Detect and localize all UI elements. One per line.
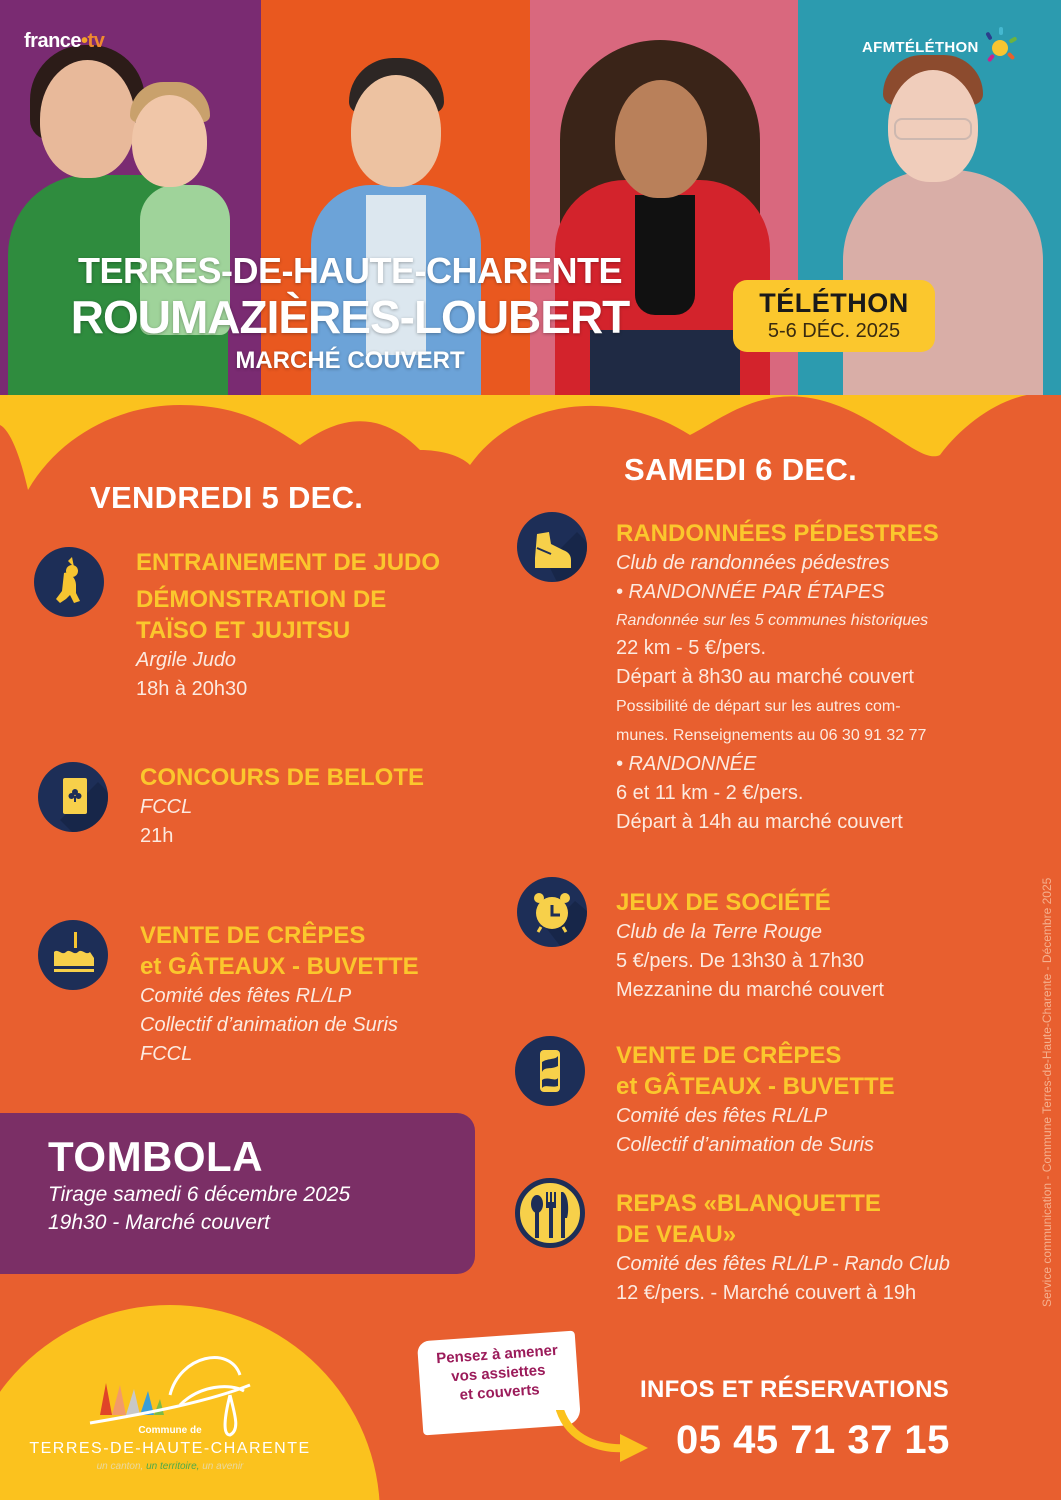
playing-card-icon — [38, 762, 108, 832]
hiking-boot-icon — [517, 512, 587, 582]
logo-suffix: tv — [87, 30, 105, 52]
cutlery-icon — [515, 1178, 585, 1248]
event-organizer: Collectif d’animation de Suris — [140, 1014, 398, 1036]
tombola-draw-time: 19h30 - Marché couvert — [48, 1211, 270, 1234]
event-title: TAÏSO ET JUJITSU — [136, 617, 351, 644]
event-title: CONCOURS DE BELOTE — [140, 764, 425, 791]
france-tv-logo — [24, 30, 104, 53]
telethon-date-badge — [733, 280, 935, 352]
hike-option-info: munes. Renseignements au 06 30 91 32 77 — [616, 727, 927, 744]
cake-icon — [38, 920, 108, 990]
event-title: VENTE DE CRÊPES — [616, 1042, 842, 1069]
event-detail: Mezzanine du marché couvert — [616, 979, 884, 1001]
drink-can-icon — [515, 1036, 585, 1106]
event-title: DÉMONSTRATION DE — [136, 586, 387, 613]
event-organizer: Club de randonnées pédestres — [616, 552, 890, 574]
event-organizer: FCCL — [140, 796, 193, 818]
logo-dot: • — [81, 30, 88, 52]
figure — [40, 60, 135, 178]
figure — [132, 95, 207, 187]
tombola-box — [0, 1113, 475, 1274]
hike-option-label: • RANDONNÉE PAR ÉTAPES — [616, 581, 885, 603]
tombola-draw-date: Tirage samedi 6 décembre 2025 — [48, 1183, 351, 1206]
note-line: Pensez à amener — [435, 1341, 559, 1368]
event-organizer: Argile Judo — [136, 649, 237, 671]
reservation-phone[interactable]: 05 45 71 37 15 — [676, 1418, 950, 1462]
event-organizer: FCCL — [140, 1043, 193, 1065]
commune-slogan — [0, 1461, 340, 1472]
friday-heading: VENDREDI 5 DEC. — [90, 480, 364, 515]
event-detail: 5 €/pers. De 13h30 à 17h30 — [616, 950, 864, 972]
figure — [351, 75, 441, 187]
hike-option-departure: Départ à 14h au marché couvert — [616, 811, 903, 833]
commune-name: TERRES-DE-HAUTE-CHARENTE — [29, 1440, 311, 1457]
hero-title-commune: TERRES-DE-HAUTE-CHARENTE — [78, 250, 622, 291]
logo-text: france — [24, 30, 82, 52]
note-line: et couverts — [459, 1381, 541, 1404]
hike-option-info: Possibilité de départ sur les autres com- — [616, 698, 901, 715]
badge-title: TÉLÉTHON — [759, 288, 909, 318]
judo-icon — [34, 547, 104, 617]
saturday-heading: SAMEDI 6 DEC. — [624, 452, 857, 487]
event-organizer: Club de la Terre Rouge — [616, 921, 823, 943]
hero-title-town: ROUMAZIÈRES-LOUBERT — [70, 291, 630, 343]
event-title: JEUX DE SOCIÉTÉ — [616, 889, 831, 916]
event-time: 18h à 20h30 — [136, 678, 248, 700]
logo-text: AFMTÉLÉTHON — [862, 38, 979, 56]
event-organizer: Collectif d’animation de Suris — [616, 1134, 874, 1156]
badge-dates: 5-6 DÉC. 2025 — [767, 320, 901, 342]
slogan-part: un canton, — [96, 1461, 147, 1472]
slogan-part: un territoire, — [146, 1461, 200, 1472]
event-organizer: Comité des fêtes RL/LP — [140, 985, 352, 1007]
hike-option-label: • RANDONNÉE — [616, 753, 757, 775]
event-organizer: Comité des fêtes RL/LP — [616, 1105, 828, 1127]
hero-title-venue: MARCHÉ COUVERT — [235, 347, 465, 374]
curved-arrow-icon — [520, 1410, 650, 1470]
commune-prefix: Commune de — [138, 1425, 202, 1436]
credit-vertical: Service communication - Commune Terres-de-Haute-Charente - Décembre 2025 — [1040, 877, 1054, 1307]
note-line: vos assiettes — [450, 1361, 546, 1386]
slogan-part: un avenir — [199, 1461, 244, 1472]
alarm-clock-icon — [517, 877, 587, 947]
figure — [615, 80, 707, 198]
figure — [894, 118, 972, 140]
hike-option-note: Randonnée sur les 5 communes historiques — [616, 612, 929, 629]
tombola-title: TOMBOLA — [48, 1133, 264, 1180]
event-title: REPAS «BLANQUETTE — [616, 1190, 881, 1217]
event-title: et GÂTEAUX - BUVETTE — [616, 1073, 895, 1100]
sun-icon — [985, 32, 1015, 62]
hike-option-price: 6 et 11 km - 2 €/pers. — [616, 782, 804, 804]
infos-heading: INFOS ET RÉSERVATIONS — [640, 1376, 950, 1403]
event-time: 21h — [140, 825, 174, 847]
afm-telethon-logo — [862, 32, 1015, 62]
event-title: DE VEAU» — [616, 1221, 737, 1248]
hike-option-price: 22 km - 5 €/pers. — [616, 637, 767, 659]
event-title: VENTE DE CRÊPES — [140, 922, 366, 949]
event-title: et GÂTEAUX - BUVETTE — [140, 953, 419, 980]
event-title: RANDONNÉES PÉDESTRES — [616, 520, 939, 547]
event-organizer: Comité des fêtes RL/LP - Rando Club — [616, 1253, 950, 1275]
hike-option-departure: Départ à 8h30 au marché couvert — [616, 666, 914, 688]
event-detail: 12 €/pers. - Marché couvert à 19h — [616, 1282, 917, 1304]
event-title: ENTRAINEMENT DE JUDO — [136, 549, 441, 576]
